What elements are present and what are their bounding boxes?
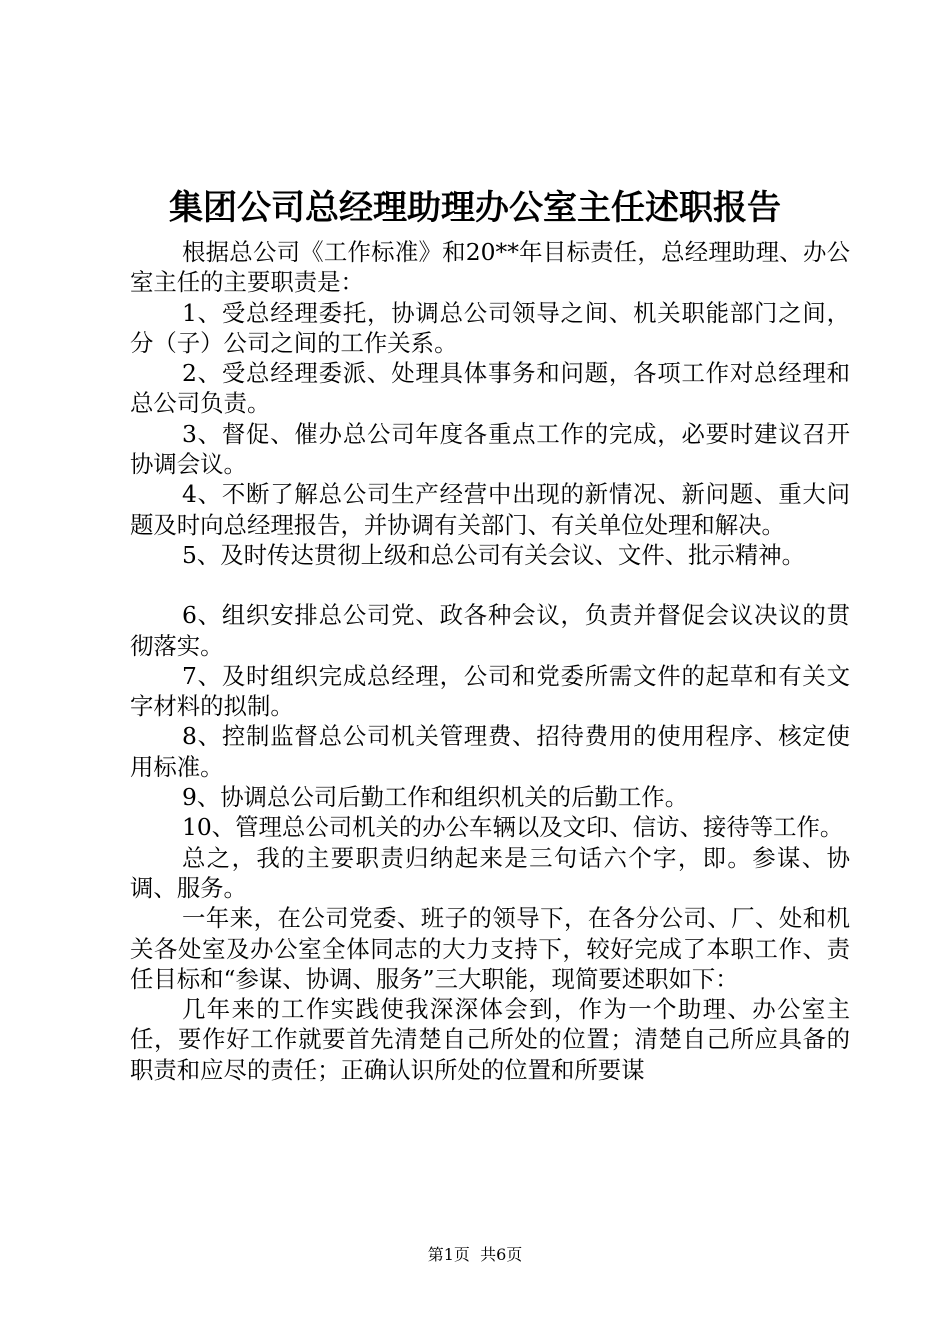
paragraph-duty-7: 7、及时组织完成总经理，公司和党委所需文件的起草和有关文字材料的拟制。: [130, 661, 850, 721]
paragraph-intro: 根据总公司《工作标准》和20**年目标责任，总经理助理、办公室主任的主要职责是：: [130, 238, 850, 297]
document-title: 集团公司总经理助理办公室主任述职报告: [169, 188, 781, 228]
paragraph-duty-5: 5、及时传达贯彻上级和总公司有关会议、文件、批示精神。: [182, 540, 806, 569]
paragraph-duty-9: 9、协调总公司后勤工作和组织机关的后勤工作。: [182, 783, 689, 812]
paragraph-summary: 总之，我的主要职责归纳起来是三句话六个字，即。参谋、协调、服务。: [130, 843, 850, 902]
paragraph-duty-1: 1、受总经理委托，协调总公司领导之间、机关职能部门之间，分（子）公司之间的工作关系。: [130, 298, 850, 357]
paragraph-duty-2: 2、受总经理委派、处理具体事务和问题，各项工作对总经理和总公司负责。: [130, 359, 850, 418]
paragraph-duty-10: 10、管理总公司机关的办公车辆以及文印、信访、接待等工作。: [182, 813, 844, 842]
paragraph-year-review: 一年来，在公司党委、班子的领导下，在各分公司、厂、处和机关各处室及办公室全体同志的大力支持下，较好完成了本职工作、责任目标和“参谋、协调、服务”三大职能，现简要述职如下：: [130, 904, 850, 993]
paragraph-reflection: 几年来的工作实践使我深深体会到，作为一个助理、办公室主任，要作好工作就要首先清楚自己所处的位置；清楚自己所应具备的职责和应尽的责任；正确认识所处的位置和所要谋: [130, 995, 850, 1084]
page-footer: [0, 1244, 950, 1266]
paragraph-duty-8: 8、控制监督总公司机关管理费、招待费用的使用程序、核定使用标准。: [130, 722, 850, 781]
page-number-label: 第1页 共6页: [427, 1245, 523, 1264]
paragraph-duty-3: 3、督促、催办总公司年度各重点工作的完成，必要时建议召开协调会议。: [130, 419, 850, 479]
paragraph-duty-4: 4、不断了解总公司生产经营中出现的新情况、新问题、重大问题及时向总经理报告，并协调有关部门、有关单位处理和解决。: [130, 480, 850, 539]
document-body: [130, 237, 850, 1085]
paragraph-duty-6: 6、组织安排总公司党、政各种会议，负责并督促会议决议的贯彻落实。: [130, 601, 850, 660]
